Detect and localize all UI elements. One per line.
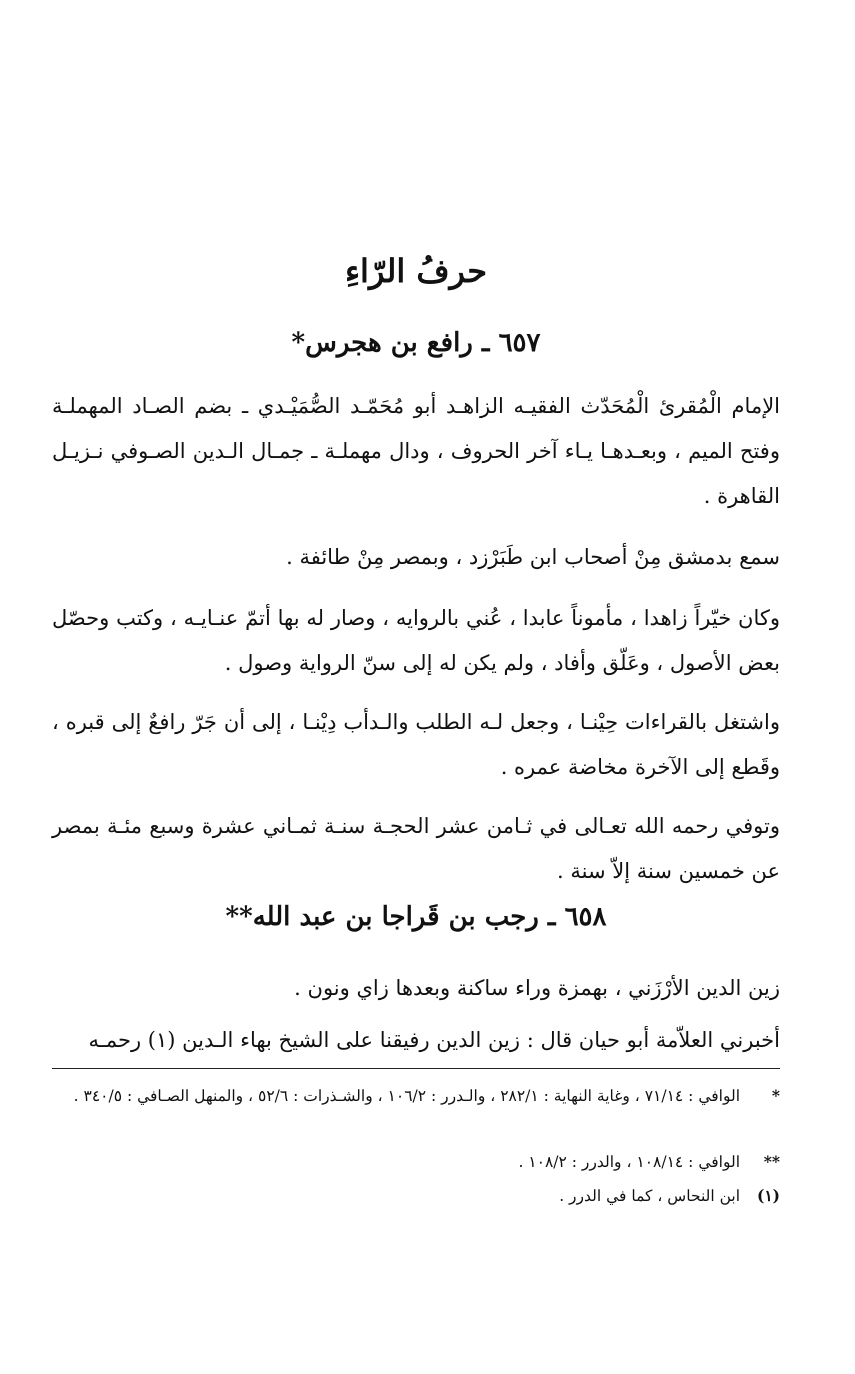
entry-658-paragraph-1: زين الدين الأرْزَني ، بهمزة وراء ساكنة وبعدها زاي ونون . <box>294 976 780 1000</box>
footnote-separator <box>52 1068 780 1069</box>
section-title: حرفُ الرّاءِ <box>345 252 487 290</box>
footnote-mark: * <box>771 1086 780 1105</box>
footnote-2 <box>52 1146 780 1178</box>
footnote-text: الوافي : ٧١/١٤ ، وغاية النهاية : ٢٨٢/١ ، والـدرر : ١٠٦/٢ ، والشـذرات : ٥٢/٦ ، والمنهل الصـافي : ٣٤٠/٥ . <box>73 1087 740 1105</box>
book-page <box>52 0 780 1374</box>
entry-658-paragraph-2: أخبرني العلاّمة أبو حيان قال : زين الدين رفيقنا على الشيخ بهاء الـدين (١) رحمـه <box>88 1028 780 1052</box>
entry-657-paragraph-4: واشتغل بالقراءات حِيْنـا ، وجعل لـه الطلب والـدأب دِيْنـا ، إلى أن جَرّ رافعٌ إلى قبره ، وقَطع إلى الآخرة مخاضة عمره . <box>52 710 780 779</box>
entry-657-paragraph-1: الإمام الْمُقرئ الْمُحَدّث الفقيـه الزاهـد أبو مُحَمّـد الصُّمَيْـدي ـ بضم الصـاد المهملـة وفتح الميم ، وبعـدهـا يـاء آخر الحروف ، ودال مهملـة ـ جمـال الـدين الصـوفي نـزيـل القاهرة . <box>52 394 780 508</box>
entry-657-paragraph-5: وتوفي رحمه الله تعـالى في ثـامن عشر الحجـة سنـة ثمـاني عشرة وسبع مئـة بمصر عن خمسين سنة إلاّ سنة . <box>52 814 780 883</box>
entry-657-paragraph-3: وكان خيّراً زاهدا ، مأموناً عابدا ، عُني بالروايه ، وصار له بها أتمّ عنـايـه ، وكتب وحصّل بعض الأصول ، وعَلّق وأفاد ، ولم يكن له إلى سنّ الرواية وصول . <box>52 606 780 675</box>
footnote-text: ابن النحاس ، كما في الدرر . <box>559 1187 740 1205</box>
entry-657-paragraph-2: سمع بدمشق مِنْ أصحاب ابن طَبَرْزد ، وبمصر مِنْ طائفة . <box>286 545 780 569</box>
footnote-mark: ** <box>763 1152 780 1171</box>
footnote-3 <box>52 1180 780 1212</box>
entry-heading-657: ٦٥٧ ـ رافع بن هجرس* <box>291 328 541 358</box>
footnote-1 <box>52 1080 780 1112</box>
footnote-mark: (١) <box>756 1186 780 1205</box>
footnote-text: الوافي : ١٠٨/١٤ ، والدرر : ١٠٨/٢ . <box>518 1153 740 1171</box>
entry-heading-658: ٦٥٨ ـ رجب بن قَراجا بن عبد الله** <box>225 902 607 932</box>
